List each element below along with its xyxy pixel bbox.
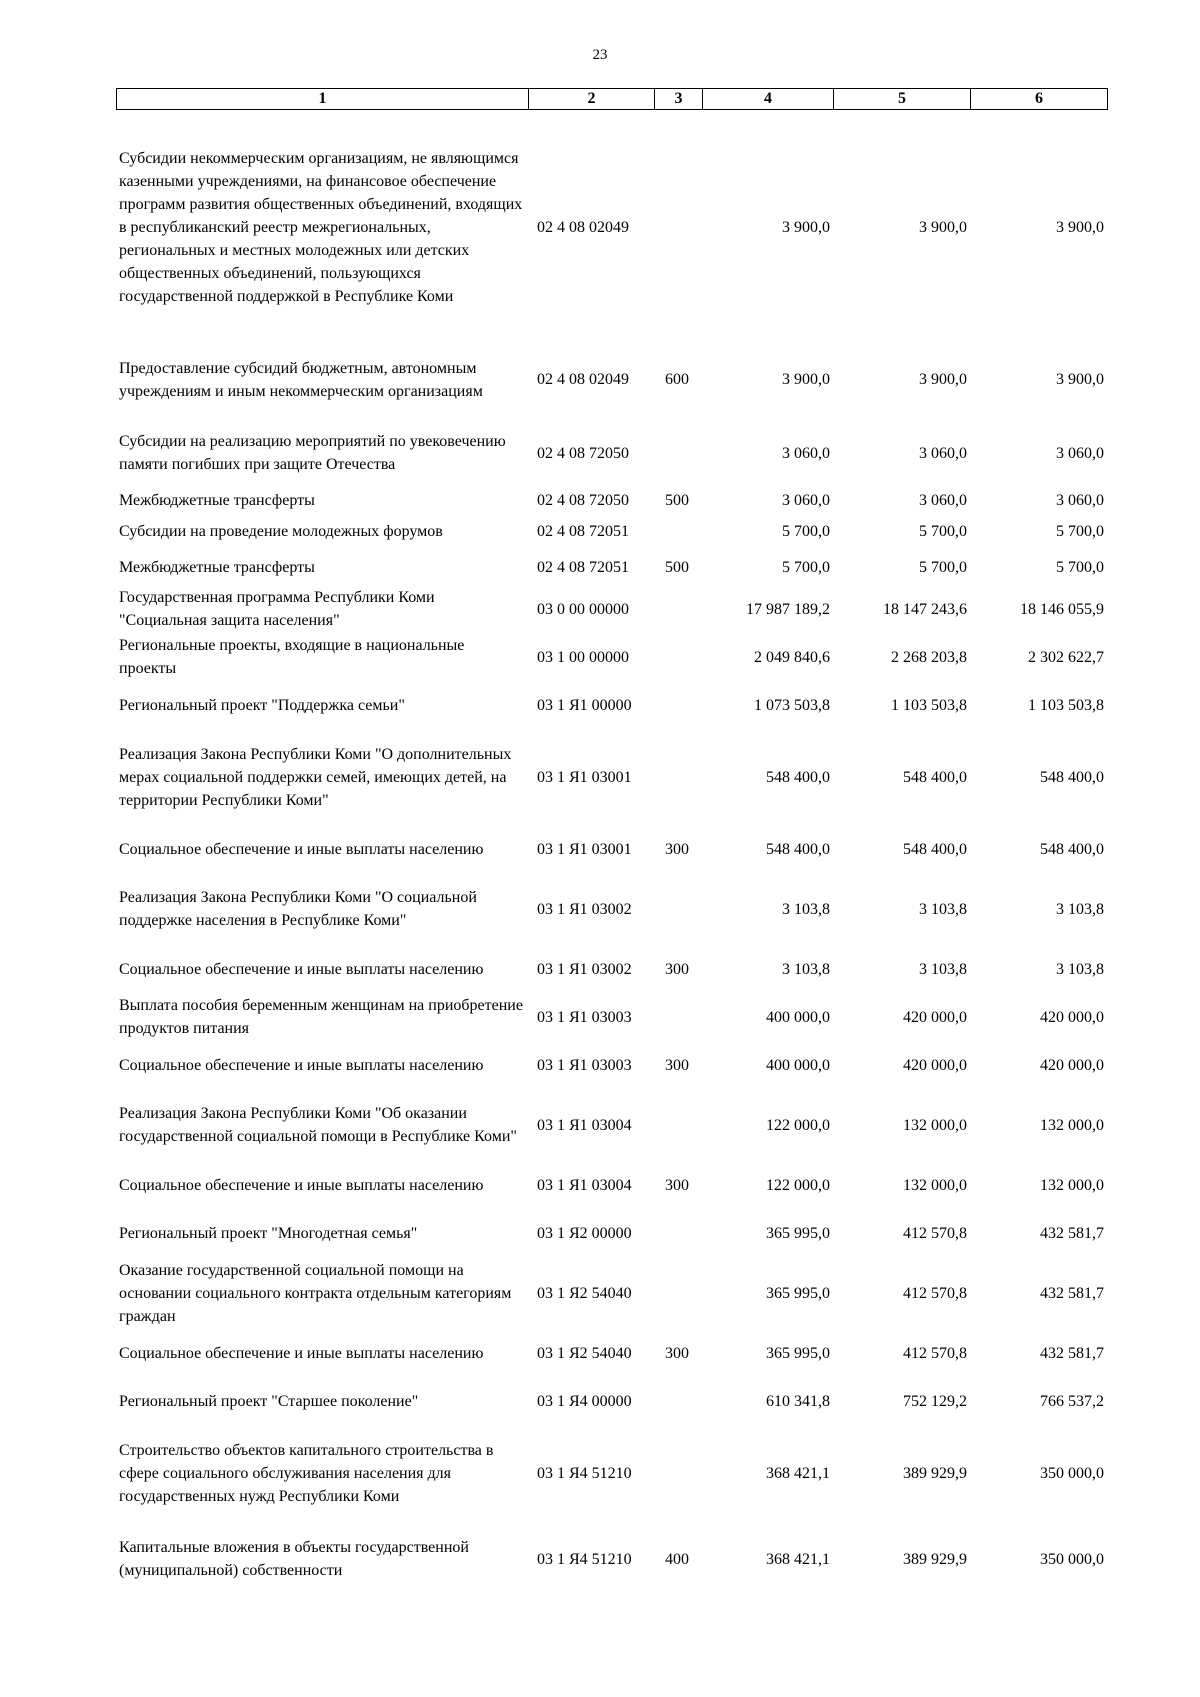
row-value-5: 412 570,8 — [903, 1344, 967, 1362]
row-value-6: 3 060,0 — [1056, 444, 1104, 462]
row-value-6: 3 900,0 — [1056, 219, 1104, 236]
row-value-4: 5 700,0 — [782, 558, 830, 576]
row-name: Строительство объектов капитального строительства в сфере социального обслуживания населения для государственных нужд Республики Коми — [119, 1441, 494, 1505]
row-value-6: 18 146 055,9 — [1020, 600, 1104, 618]
table-row — [116, 585, 1107, 633]
row-name: Социальное обеспечение и иные выплаты населению — [119, 1056, 484, 1074]
row-name: Реализация Закона Республики Коми "Об оказании государственной социальной помощи в Республике Коми" — [119, 1105, 517, 1145]
row-type — [654, 681, 702, 729]
table-row — [116, 1425, 1107, 1521]
row-value-5: 5 700,0 — [919, 522, 967, 540]
row-code: 03 1 Я2 54040 — [537, 1284, 632, 1302]
row-type — [654, 873, 702, 945]
row-type — [654, 134, 702, 321]
row-name: Реализация Закона Республики Коми "О социальной поддержке населения в Республике Коми" — [119, 889, 477, 929]
row-name: Социальное обеспечение и иные выплаты населению — [119, 1344, 484, 1362]
row-code: 03 1 00 00000 — [537, 648, 629, 666]
table-row — [116, 993, 1107, 1041]
column-number-header — [116, 88, 1108, 110]
row-value-4: 3 060,0 — [782, 444, 830, 462]
row-type — [654, 1425, 702, 1521]
row-code: 02 4 08 72051 — [537, 522, 629, 540]
row-type: 300 — [665, 840, 689, 858]
row-value-5: 5 700,0 — [919, 558, 967, 576]
row-value-4: 365 995,0 — [766, 1284, 830, 1302]
table-row — [116, 513, 1107, 549]
row-value-4: 400 000,0 — [766, 1008, 830, 1026]
row-name: Региональные проекты, входящие в национальные проекты — [119, 637, 465, 677]
row-name: Региональный проект "Старшее поколение" — [119, 1392, 419, 1410]
row-code: 02 4 08 02049 — [537, 371, 629, 388]
header-cell: 3 — [655, 89, 703, 110]
row-value-5: 132 000,0 — [903, 1116, 967, 1134]
row-value-4: 3 900,0 — [782, 219, 830, 236]
row-value-4: 400 000,0 — [766, 1056, 830, 1074]
table-row — [116, 488, 1107, 513]
row-type — [654, 418, 702, 488]
table-row — [116, 1209, 1107, 1257]
header-row — [117, 89, 1108, 110]
table-row — [116, 1329, 1107, 1377]
row-value-4: 368 421,1 — [766, 1464, 830, 1482]
row-code: 03 1 Я1 03003 — [537, 1008, 632, 1026]
row-value-5: 420 000,0 — [903, 1056, 967, 1074]
row-value-4: 122 000,0 — [766, 1116, 830, 1134]
row-type — [654, 513, 702, 549]
row-code: 03 1 Я1 03004 — [537, 1116, 632, 1134]
row-type — [654, 633, 702, 681]
row-code: 03 1 Я1 03002 — [537, 900, 632, 918]
row-type — [654, 1377, 702, 1425]
row-value-4: 3 103,8 — [782, 960, 830, 978]
row-name: Социальное обеспечение и иные выплаты населению — [119, 960, 484, 978]
row-type — [654, 1209, 702, 1257]
row-type — [654, 993, 702, 1041]
table-row — [116, 825, 1107, 873]
row-value-5: 3 900,0 — [919, 371, 967, 388]
table-row — [116, 1257, 1107, 1329]
row-name: Межбюджетные трансферты — [119, 492, 315, 509]
table-row — [116, 549, 1107, 585]
row-value-6: 420 000,0 — [1040, 1008, 1104, 1026]
row-name: Капитальные вложения в объекты государственной (муниципальной) собственности — [119, 1539, 469, 1579]
row-value-6: 132 000,0 — [1040, 1116, 1104, 1134]
row-value-6: 132 000,0 — [1040, 1176, 1104, 1194]
header-cell: 1 — [117, 89, 529, 110]
row-type: 500 — [665, 492, 689, 509]
row-value-6: 350 000,0 — [1040, 1550, 1104, 1568]
row-type: 600 — [665, 371, 689, 388]
row-code: 03 1 Я1 03002 — [537, 960, 632, 978]
row-name: Социальное обеспечение и иные выплаты населению — [119, 1176, 484, 1194]
row-value-4: 365 995,0 — [766, 1344, 830, 1362]
row-code: 03 1 Я2 54040 — [537, 1344, 632, 1362]
row-value-5: 3 060,0 — [919, 444, 967, 462]
row-value-5: 18 147 243,6 — [883, 600, 967, 618]
row-value-5: 548 400,0 — [903, 768, 967, 786]
row-value-6: 432 581,7 — [1040, 1344, 1104, 1362]
row-value-6: 432 581,7 — [1040, 1284, 1104, 1302]
row-value-4: 122 000,0 — [766, 1176, 830, 1194]
row-type: 500 — [665, 558, 689, 576]
row-name: Предоставление субсидий бюджетным, автономным учреждениям и иным некоммерческим организациям — [119, 359, 483, 400]
row-code: 02 4 08 02049 — [537, 219, 629, 236]
row-value-5: 389 929,9 — [903, 1464, 967, 1482]
row-value-6: 548 400,0 — [1040, 840, 1104, 858]
row-value-6: 350 000,0 — [1040, 1464, 1104, 1482]
row-value-4: 3 900,0 — [782, 371, 830, 388]
row-value-5: 548 400,0 — [903, 840, 967, 858]
row-name: Реализация Закона Республики Коми "О дополнительных мерах социальной поддержки семей, имеющих детей, на территории Республики Коми" — [119, 745, 512, 809]
table-row — [116, 134, 1107, 321]
row-value-5: 3 103,8 — [919, 900, 967, 918]
table-row — [116, 1161, 1107, 1209]
table-row — [116, 945, 1107, 993]
table-row — [116, 1089, 1107, 1161]
row-code: 03 0 00 00000 — [537, 600, 629, 618]
row-code: 02 4 08 72051 — [537, 558, 629, 576]
table-row — [116, 321, 1107, 418]
table-row — [116, 1041, 1107, 1089]
table-row — [116, 633, 1107, 681]
header-cell: 5 — [834, 89, 971, 110]
row-type: 300 — [665, 1344, 689, 1362]
row-name: Субсидии некоммерческим организациям, не являющимся казенными учреждениями, на финансовое обеспечение программ развития общественных объединений, входящих в республиканский реестр межрегиональных, региональных и местных молодежных или детских общественных объединений, пользующихся государственной поддержкой в Республике Коми — [119, 150, 523, 305]
row-value-4: 2 049 840,6 — [754, 648, 830, 666]
row-value-5: 420 000,0 — [903, 1008, 967, 1026]
row-type — [654, 585, 702, 633]
table-row — [116, 729, 1107, 825]
row-name: Оказание государственной социальной помощи на основании социального контракта отдельным категориям граждан — [119, 1261, 512, 1325]
header-cell: 6 — [971, 89, 1108, 110]
row-type: 300 — [665, 1056, 689, 1074]
row-name: Межбюджетные трансферты — [119, 558, 315, 576]
row-name: Субсидии на реализацию мероприятий по увековечению памяти погибших при защите Отечества — [119, 433, 506, 473]
row-name: Региональный проект "Многодетная семья" — [119, 1224, 418, 1242]
row-name: Государственная программа Республики Коми "Социальная защита населения" — [119, 589, 435, 629]
row-type — [654, 729, 702, 825]
row-value-6: 3 060,0 — [1056, 492, 1104, 509]
row-value-4: 610 341,8 — [766, 1392, 830, 1410]
row-value-6: 5 700,0 — [1056, 522, 1104, 540]
row-type: 300 — [665, 1176, 689, 1194]
row-type: 300 — [665, 960, 689, 978]
row-value-6: 420 000,0 — [1040, 1056, 1104, 1074]
row-type — [654, 1089, 702, 1161]
row-value-6: 5 700,0 — [1056, 558, 1104, 576]
table-row — [116, 873, 1107, 945]
row-value-6: 3 900,0 — [1056, 371, 1104, 388]
row-value-4: 368 421,1 — [766, 1550, 830, 1568]
row-value-5: 3 900,0 — [919, 219, 967, 236]
row-value-4: 17 987 189,2 — [746, 600, 830, 618]
table-row — [116, 418, 1107, 488]
row-value-4: 3 060,0 — [782, 492, 830, 509]
row-value-4: 365 995,0 — [766, 1224, 830, 1242]
row-code: 02 4 08 72050 — [537, 444, 629, 462]
row-value-5: 752 129,2 — [903, 1392, 967, 1410]
row-code: 03 1 Я1 03003 — [537, 1056, 632, 1074]
table-row — [116, 681, 1107, 729]
row-value-4: 548 400,0 — [766, 768, 830, 786]
row-value-5: 2 268 203,8 — [891, 648, 967, 666]
row-value-5: 412 570,8 — [903, 1224, 967, 1242]
row-value-6: 3 103,8 — [1056, 960, 1104, 978]
row-value-4: 548 400,0 — [766, 840, 830, 858]
header-cell: 2 — [529, 89, 655, 110]
row-value-6: 432 581,7 — [1040, 1224, 1104, 1242]
budget-table — [116, 134, 1107, 1589]
row-type: 400 — [665, 1550, 689, 1568]
row-value-4: 5 700,0 — [782, 522, 830, 540]
row-code: 03 1 Я1 03004 — [537, 1176, 632, 1194]
row-code: 03 1 Я2 00000 — [537, 1224, 632, 1242]
row-code: 03 1 Я4 51210 — [537, 1464, 632, 1482]
row-value-5: 389 929,9 — [903, 1550, 967, 1568]
row-value-4: 3 103,8 — [782, 900, 830, 918]
row-value-4: 1 073 503,8 — [754, 696, 830, 714]
row-type — [654, 1257, 702, 1329]
row-code: 02 4 08 72050 — [537, 492, 629, 509]
row-code: 03 1 Я1 00000 — [537, 696, 632, 714]
page-number: 23 — [592, 47, 608, 63]
row-code: 03 1 Я4 00000 — [537, 1392, 632, 1410]
header-cell: 4 — [703, 89, 834, 110]
row-value-5: 3 103,8 — [919, 960, 967, 978]
row-name: Региональный проект "Поддержка семьи" — [119, 696, 405, 714]
table-row — [116, 1521, 1107, 1589]
row-value-5: 412 570,8 — [903, 1284, 967, 1302]
row-value-6: 1 103 503,8 — [1028, 696, 1104, 714]
row-value-6: 766 537,2 — [1040, 1392, 1104, 1410]
row-value-6: 2 302 622,7 — [1028, 648, 1104, 666]
row-value-6: 3 103,8 — [1056, 900, 1104, 918]
row-value-5: 3 060,0 — [919, 492, 967, 509]
row-code: 03 1 Я1 03001 — [537, 840, 632, 858]
row-value-5: 1 103 503,8 — [891, 696, 967, 714]
table-row — [116, 1377, 1107, 1425]
row-value-6: 548 400,0 — [1040, 768, 1104, 786]
row-code: 03 1 Я1 03001 — [537, 768, 632, 786]
row-value-5: 132 000,0 — [903, 1176, 967, 1194]
row-name: Социальное обеспечение и иные выплаты населению — [119, 840, 484, 858]
row-code: 03 1 Я4 51210 — [537, 1550, 632, 1568]
row-name: Субсидии на проведение молодежных форумов — [119, 522, 443, 540]
row-name: Выплата пособия беременным женщинам на приобретение продуктов питания — [119, 997, 523, 1037]
